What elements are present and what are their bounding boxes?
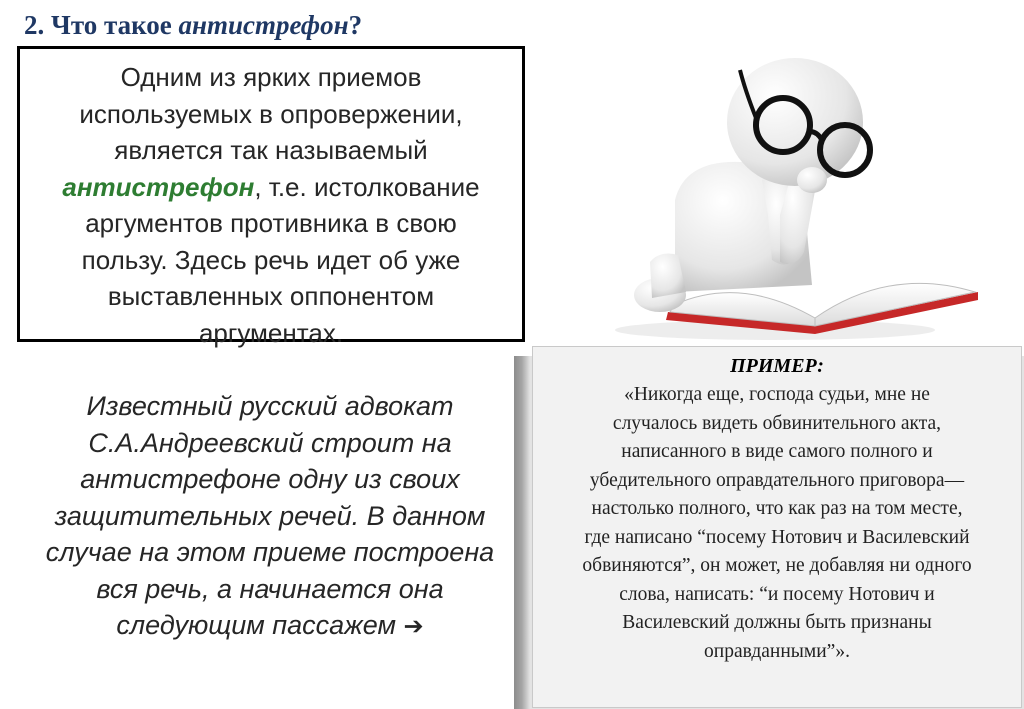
story-line: антистрефоне одну из своих (80, 464, 460, 494)
example-line: оправданными”». (704, 640, 850, 662)
example-line: Василевский должны быть признаны (622, 612, 932, 633)
example-line: убедительного оправдательного приговора— (589, 469, 965, 491)
story-line-last: следующим пассажем (116, 610, 396, 640)
definition-line: аргументов противника в свою (85, 208, 457, 238)
definition-line: пользу. Здесь речь идет об уже (81, 244, 461, 275)
definition-box (17, 46, 525, 348)
story-text (20, 388, 520, 646)
example-line: слова, написать: “и посему Нотович и (619, 583, 935, 605)
term-highlight: антистрефон (62, 171, 255, 202)
title-suffix: ? (348, 10, 363, 40)
definition-line: выставленных оппонентом (107, 281, 435, 311)
example-line: настолько полного, что как раз на том месте, (591, 498, 963, 519)
story-line: случае на этом приеме построена (45, 537, 495, 567)
definition-line (20, 169, 522, 206)
story-line: защитительных речей. В данном (54, 500, 486, 531)
definition-line: аргументах. (198, 317, 344, 348)
example-line: «Никогда еще, господа судьи, мне не (624, 384, 930, 405)
example-line: обвиняются”, он может, не добавляя ни одного (582, 555, 972, 576)
story-line (20, 607, 520, 646)
example-line: случалось видеть обвинительного акта, (612, 412, 942, 434)
arrow-right-icon: ➔ (403, 613, 424, 640)
title-term: антистрефон (178, 10, 349, 40)
story-line: вся речь, а начинается она (96, 573, 444, 604)
title-prefix: 2. Что такое (24, 10, 179, 40)
definition-line-rest: , т.е. истолкование (254, 171, 480, 202)
example-box (532, 346, 1022, 708)
definition-line: используемых в опровержении, (79, 98, 463, 129)
page-title (24, 10, 362, 41)
definition-line: является так называемый (114, 135, 428, 165)
definition-line: Одним из ярких приемов (120, 62, 422, 92)
example-text (539, 381, 1015, 666)
thinking-person-reading-icon (590, 30, 990, 350)
story-line: Известный русский адвокат (86, 391, 454, 421)
example-line: где написано “посему Нотович и Василевский (584, 526, 970, 548)
example-heading: ПРИМЕР: (730, 355, 824, 377)
definition-text (20, 59, 522, 351)
example-line: написанного в виде самого полного и (621, 441, 933, 462)
story-line: С.А.Андреевский строит на (88, 427, 452, 458)
